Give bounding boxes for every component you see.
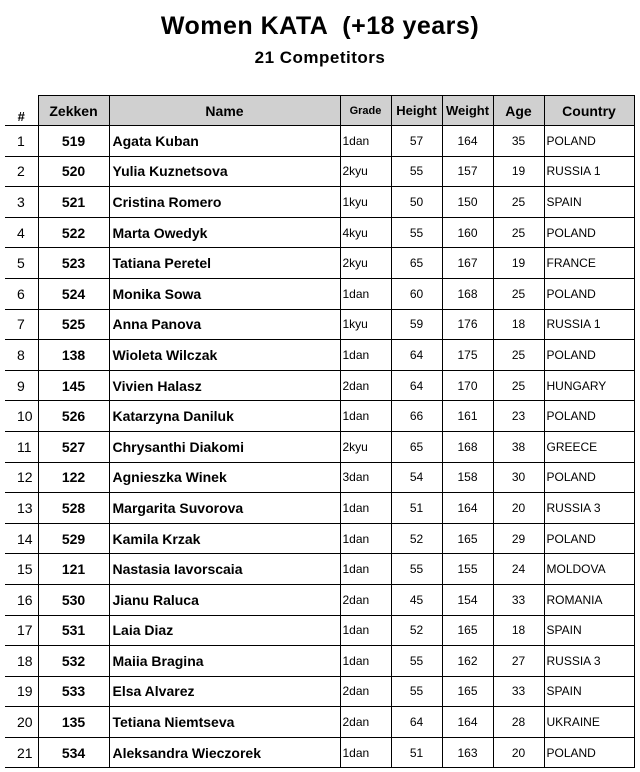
zekken-cell: 522: [38, 217, 109, 248]
height-cell: 45: [391, 584, 442, 615]
grade-cell: 1kyu: [340, 187, 391, 218]
row-number: 15: [5, 554, 38, 585]
age-cell: 20: [493, 737, 544, 768]
table-row: [5, 248, 634, 279]
weight-cell: 165: [442, 676, 493, 707]
row-number: 8: [5, 340, 38, 371]
row-number: 12: [5, 462, 38, 493]
page-subtitle: 21 Competitors: [254, 48, 386, 67]
country-cell: FRANCE: [544, 248, 634, 279]
grade-cell: 3dan: [340, 462, 391, 493]
weight-cell: 163: [442, 737, 493, 768]
zekken-cell: 521: [38, 187, 109, 218]
height-cell: 60: [391, 278, 442, 309]
zekken-cell: 528: [38, 493, 109, 524]
name-cell: Wioleta Wilczak: [109, 340, 340, 371]
age-cell: 25: [493, 187, 544, 218]
zekken-cell: 526: [38, 401, 109, 432]
table-row: [5, 523, 634, 554]
grade-cell: 1dan: [340, 737, 391, 768]
table-row: [5, 676, 634, 707]
grade-cell: 2dan: [340, 370, 391, 401]
weight-cell: 155: [442, 554, 493, 585]
row-number: 7: [5, 309, 38, 340]
height-cell: 55: [391, 156, 442, 187]
table-row: [5, 187, 634, 218]
zekken-cell: 135: [38, 707, 109, 738]
name-cell: Agnieszka Winek: [109, 462, 340, 493]
table-row: [5, 737, 634, 768]
zekken-cell: 523: [38, 248, 109, 279]
height-cell: 65: [391, 248, 442, 279]
name-cell: Cristina Romero: [109, 187, 340, 218]
height-cell: 55: [391, 676, 442, 707]
age-cell: 33: [493, 676, 544, 707]
table-row: [5, 584, 634, 615]
age-cell: 25: [493, 278, 544, 309]
table-row: [5, 493, 634, 524]
row-number: 2: [5, 156, 38, 187]
grade-cell: 1dan: [340, 340, 391, 371]
weight-cell: 161: [442, 401, 493, 432]
page-title: Women KATA (+18 years): [160, 12, 480, 40]
weight-cell: 165: [442, 523, 493, 554]
grade-cell: 2dan: [340, 584, 391, 615]
grade-cell: 2kyu: [340, 248, 391, 279]
country-cell: HUNGARY: [544, 370, 634, 401]
table-row: [5, 401, 634, 432]
col-header-number: #: [5, 96, 38, 126]
height-cell: 50: [391, 187, 442, 218]
zekken-cell: 531: [38, 615, 109, 646]
weight-cell: 175: [442, 340, 493, 371]
row-number: 13: [5, 493, 38, 524]
age-cell: 38: [493, 431, 544, 462]
weight-cell: 170: [442, 370, 493, 401]
grade-cell: 1dan: [340, 554, 391, 585]
name-cell: Anna Panova: [109, 309, 340, 340]
row-number: 11: [5, 431, 38, 462]
grade-cell: 4kyu: [340, 217, 391, 248]
age-cell: 18: [493, 615, 544, 646]
age-cell: 19: [493, 248, 544, 279]
country-cell: POLAND: [544, 737, 634, 768]
name-cell: Marta Owedyk: [109, 217, 340, 248]
row-number: 9: [5, 370, 38, 401]
grade-cell: 1dan: [340, 126, 391, 157]
table-row: [5, 126, 634, 157]
grade-cell: 1dan: [340, 523, 391, 554]
country-cell: RUSSIA 3: [544, 493, 634, 524]
country-cell: MOLDOVA: [544, 554, 634, 585]
zekken-cell: 138: [38, 340, 109, 371]
height-cell: 55: [391, 646, 442, 677]
competitors-table: [5, 95, 635, 768]
row-number: 17: [5, 615, 38, 646]
zekken-cell: 527: [38, 431, 109, 462]
height-cell: 59: [391, 309, 442, 340]
name-cell: Laia Diaz: [109, 615, 340, 646]
grade-cell: 2dan: [340, 707, 391, 738]
zekken-cell: 122: [38, 462, 109, 493]
zekken-cell: 121: [38, 554, 109, 585]
age-cell: 24: [493, 554, 544, 585]
table-row: [5, 278, 634, 309]
table-row: [5, 431, 634, 462]
row-number: 5: [5, 248, 38, 279]
row-number: 3: [5, 187, 38, 218]
weight-cell: 154: [442, 584, 493, 615]
zekken-cell: 519: [38, 126, 109, 157]
table-row: [5, 462, 634, 493]
age-cell: 33: [493, 584, 544, 615]
table-row: [5, 554, 634, 585]
weight-cell: 160: [442, 217, 493, 248]
name-cell: Tatiana Peretel: [109, 248, 340, 279]
height-cell: 66: [391, 401, 442, 432]
zekken-cell: 524: [38, 278, 109, 309]
name-cell: Agata Kuban: [109, 126, 340, 157]
country-cell: SPAIN: [544, 615, 634, 646]
grade-cell: 1kyu: [340, 309, 391, 340]
col-header-name: Name: [109, 96, 340, 126]
age-cell: 18: [493, 309, 544, 340]
row-number: 4: [5, 217, 38, 248]
height-cell: 51: [391, 737, 442, 768]
height-cell: 52: [391, 615, 442, 646]
zekken-cell: 530: [38, 584, 109, 615]
country-cell: POLAND: [544, 217, 634, 248]
grade-cell: 2kyu: [340, 156, 391, 187]
weight-cell: 164: [442, 126, 493, 157]
height-cell: 64: [391, 340, 442, 371]
weight-cell: 150: [442, 187, 493, 218]
zekken-cell: 534: [38, 737, 109, 768]
age-cell: 25: [493, 370, 544, 401]
grade-cell: 1dan: [340, 401, 391, 432]
country-cell: GREECE: [544, 431, 634, 462]
country-cell: POLAND: [544, 523, 634, 554]
zekken-cell: 145: [38, 370, 109, 401]
table-row: [5, 156, 634, 187]
table-row: [5, 646, 634, 677]
height-cell: 57: [391, 126, 442, 157]
age-cell: 30: [493, 462, 544, 493]
zekken-cell: 520: [38, 156, 109, 187]
country-cell: UKRAINE: [544, 707, 634, 738]
height-cell: 64: [391, 370, 442, 401]
country-cell: SPAIN: [544, 676, 634, 707]
name-cell: Jianu Raluca: [109, 584, 340, 615]
height-cell: 54: [391, 462, 442, 493]
name-cell: Katarzyna Daniluk: [109, 401, 340, 432]
country-cell: POLAND: [544, 401, 634, 432]
name-cell: Yulia Kuznetsova: [109, 156, 340, 187]
age-cell: 25: [493, 217, 544, 248]
row-number: 6: [5, 278, 38, 309]
weight-cell: 164: [442, 707, 493, 738]
name-cell: Aleksandra Wieczorek: [109, 737, 340, 768]
name-cell: Margarita Suvorova: [109, 493, 340, 524]
table-row: [5, 707, 634, 738]
name-cell: Vivien Halasz: [109, 370, 340, 401]
row-number: 1: [5, 126, 38, 157]
weight-cell: 167: [442, 248, 493, 279]
zekken-cell: 529: [38, 523, 109, 554]
height-cell: 55: [391, 217, 442, 248]
table-row: [5, 340, 634, 371]
grade-cell: 2kyu: [340, 431, 391, 462]
country-cell: RUSSIA 1: [544, 156, 634, 187]
weight-cell: 168: [442, 278, 493, 309]
zekken-cell: 533: [38, 676, 109, 707]
age-cell: 29: [493, 523, 544, 554]
col-header-age: Age: [493, 96, 544, 126]
col-header-zekken: Zekken: [38, 96, 109, 126]
age-cell: 27: [493, 646, 544, 677]
header-row: [5, 96, 634, 126]
grade-cell: 2dan: [340, 676, 391, 707]
weight-cell: 165: [442, 615, 493, 646]
weight-cell: 162: [442, 646, 493, 677]
age-cell: 19: [493, 156, 544, 187]
grade-cell: 1dan: [340, 278, 391, 309]
row-number: 19: [5, 676, 38, 707]
table-row: [5, 309, 634, 340]
row-number: 16: [5, 584, 38, 615]
row-number: 18: [5, 646, 38, 677]
country-cell: RUSSIA 3: [544, 646, 634, 677]
grade-cell: 1dan: [340, 493, 391, 524]
country-cell: RUSSIA 1: [544, 309, 634, 340]
weight-cell: 176: [442, 309, 493, 340]
age-cell: 28: [493, 707, 544, 738]
weight-cell: 168: [442, 431, 493, 462]
grade-cell: 1dan: [340, 646, 391, 677]
country-cell: POLAND: [544, 462, 634, 493]
country-cell: ROMANIA: [544, 584, 634, 615]
col-header-grade: Grade: [340, 96, 391, 126]
height-cell: 55: [391, 554, 442, 585]
country-cell: POLAND: [544, 340, 634, 371]
weight-cell: 157: [442, 156, 493, 187]
col-header-country: Country: [544, 96, 634, 126]
name-cell: Maiia Bragina: [109, 646, 340, 677]
height-cell: 65: [391, 431, 442, 462]
name-cell: Monika Sowa: [109, 278, 340, 309]
age-cell: 25: [493, 340, 544, 371]
age-cell: 23: [493, 401, 544, 432]
name-cell: Nastasia Iavorscaia: [109, 554, 340, 585]
zekken-cell: 532: [38, 646, 109, 677]
col-header-height: Height: [391, 96, 442, 126]
row-number: 21: [5, 737, 38, 768]
age-cell: 35: [493, 126, 544, 157]
age-cell: 20: [493, 493, 544, 524]
zekken-cell: 525: [38, 309, 109, 340]
country-cell: SPAIN: [544, 187, 634, 218]
height-cell: 52: [391, 523, 442, 554]
row-number: 14: [5, 523, 38, 554]
table-row: [5, 217, 634, 248]
row-number: 20: [5, 707, 38, 738]
height-cell: 51: [391, 493, 442, 524]
grade-cell: 1dan: [340, 615, 391, 646]
height-cell: 64: [391, 707, 442, 738]
weight-cell: 158: [442, 462, 493, 493]
table-row: [5, 370, 634, 401]
table-row: [5, 615, 634, 646]
country-cell: POLAND: [544, 278, 634, 309]
name-cell: Chrysanthi Diakomi: [109, 431, 340, 462]
weight-cell: 164: [442, 493, 493, 524]
col-header-weight: Weight: [442, 96, 493, 126]
name-cell: Kamila Krzak: [109, 523, 340, 554]
name-cell: Elsa Alvarez: [109, 676, 340, 707]
row-number: 10: [5, 401, 38, 432]
country-cell: POLAND: [544, 126, 634, 157]
name-cell: Tetiana Niemtseva: [109, 707, 340, 738]
